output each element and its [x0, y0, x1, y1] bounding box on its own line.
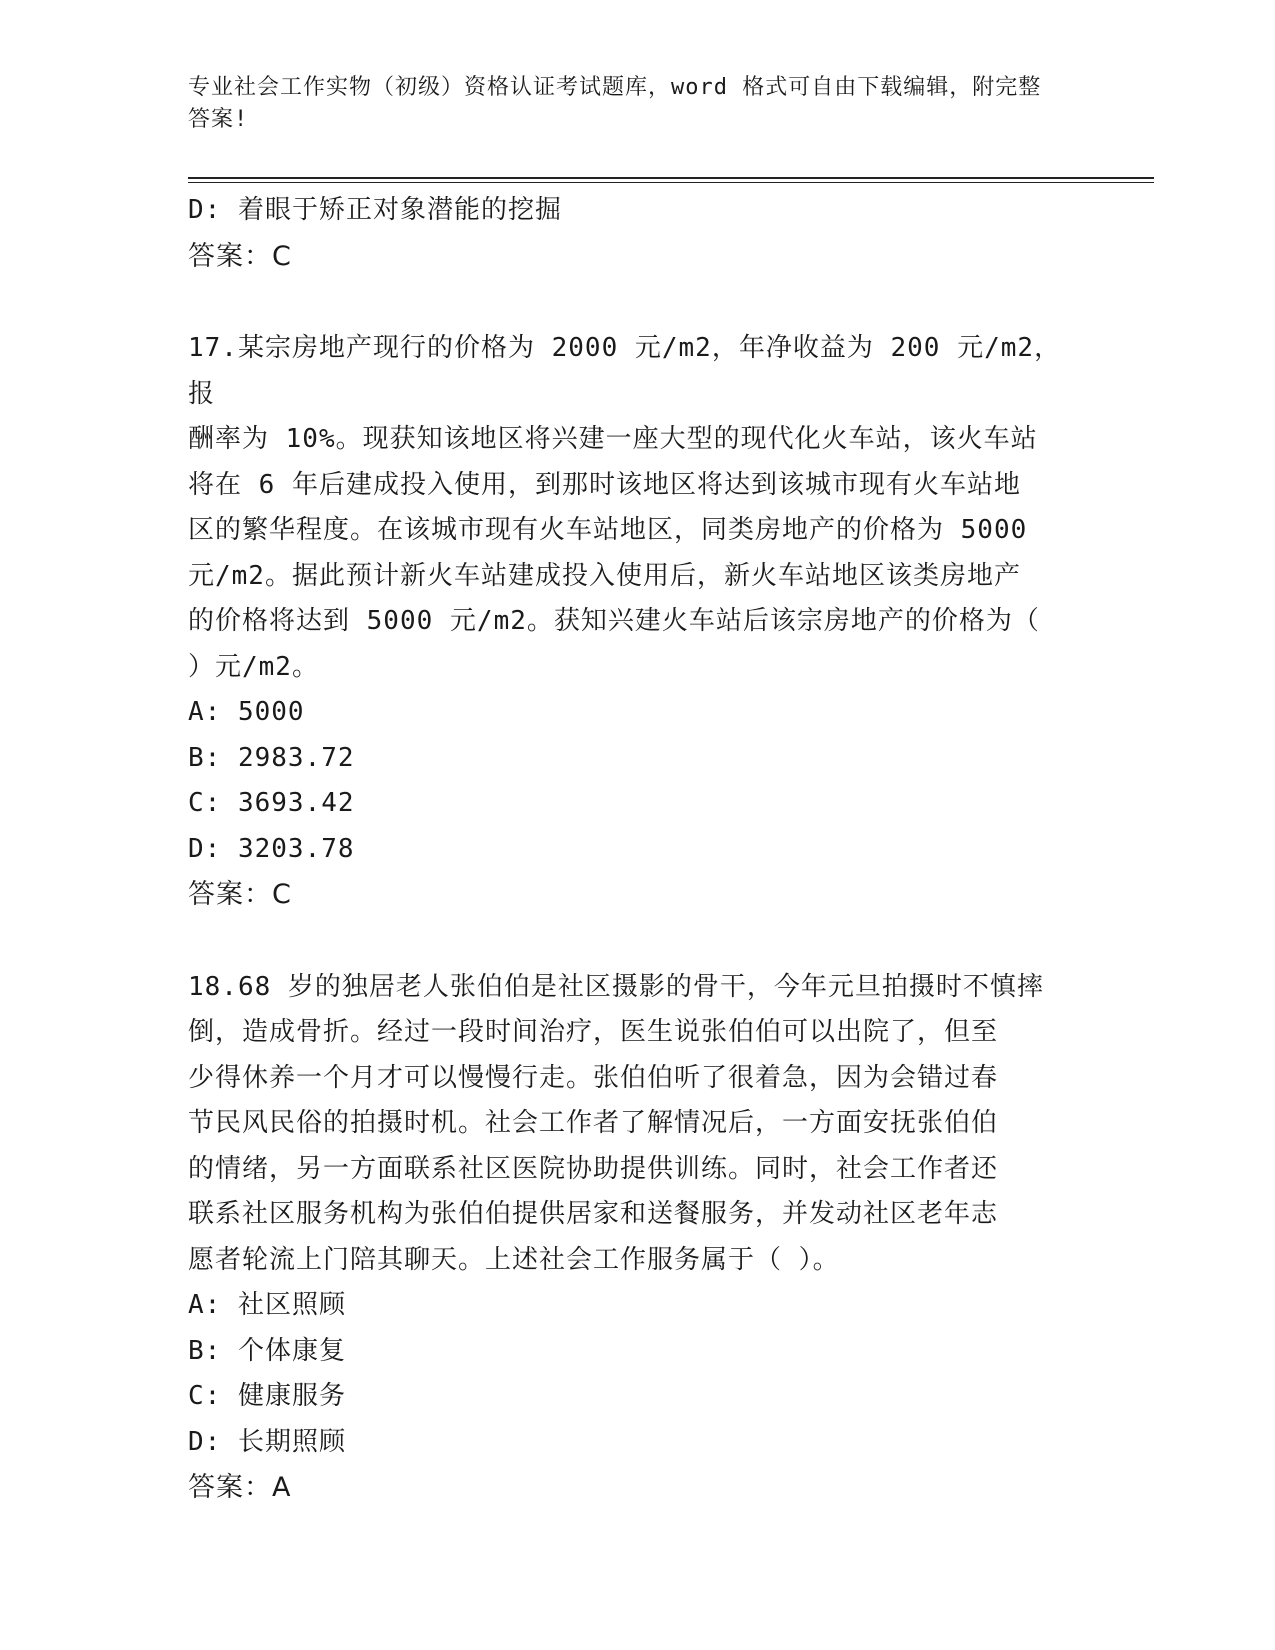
q17-option-d: D: 3203.78 [188, 833, 355, 864]
q17-stem-line: 区的繁华程度。在该城市现有火车站地区，同类房地产的价格为 5000 [188, 515, 1028, 545]
q18-stem-line: 节民风民俗的拍摄时机。社会工作者了解情况后，一方面安抚张伯伯 [188, 1108, 999, 1138]
prev-option-d: D: 着眼于矫正对象潜能的挖掘 [188, 195, 562, 225]
header-divider-thin [188, 182, 1154, 183]
q18-stem-line: 18.68 岁的独居老人张伯伯是社区摄影的骨干，今年元旦拍摄时不慎摔 [188, 971, 1044, 1002]
q18-option-c: C: 健康服务 [188, 1381, 346, 1411]
question-content [188, 188, 1088, 1511]
q18-stem [188, 965, 1088, 1284]
q18-answer: 答案：A [188, 1472, 292, 1503]
q18-stem-line: 愿者轮流上门陪其聊天。上述社会工作服务属于（ ）。 [188, 1244, 840, 1275]
q18-option-d: D: 长期照顾 [188, 1426, 346, 1457]
prev-answer: 答案：C [188, 240, 292, 272]
q17-stem-line: ）元/m2。 [188, 651, 319, 682]
q17-stem-line: 的价格将达到 5000 元/m2。获知兴建火车站后该宗房地产的价格为（ [188, 606, 1040, 636]
q17-stem-line: 将在 6 年后建成投入使用，到那时该地区将达到该城市现有火车站地 [188, 469, 1021, 500]
q18-option-b: B: 个体康复 [188, 1335, 346, 1366]
q17-option-b: B: 2983.72 [188, 742, 355, 773]
spacer [188, 279, 1088, 326]
q18-stem-line: 联系社区服务机构为张伯伯提供居家和送餐服务，并发动社区老年志 [188, 1199, 999, 1229]
q17-stem [188, 326, 1088, 690]
question-18 [188, 965, 1088, 1511]
question-17 [188, 326, 1088, 918]
q17-option-c: C: 3693.42 [188, 788, 355, 818]
q17-option-a: A: 5000 [188, 697, 305, 727]
q18-stem-line: 少得休养一个月才可以慢慢行走。张伯伯听了很着急，因为会错过春 [188, 1062, 999, 1093]
q17-answer: 答案：C [188, 879, 292, 910]
header-divider [188, 177, 1154, 179]
q18-stem-line: 倒，造成骨折。经过一段时间治疗，医生说张伯伯可以出院了，但至 [188, 1017, 999, 1047]
q18-option-a: A: 社区照顾 [188, 1290, 346, 1320]
q18-stem-line: 的情绪，另一方面联系社区医院协助提供训练。同时，社会工作者还 [188, 1153, 999, 1184]
q17-stem-line: 酬率为 10%。现获知该地区将兴建一座大型的现代化火车站，该火车站 [188, 424, 1038, 454]
q17-stem-line: 元/m2。据此预计新火车站建成投入使用后，新火车站地区该类房地产 [188, 560, 1021, 591]
spacer [188, 918, 1088, 965]
page-header: 专业社会工作实物（初级）资格认证考试题库，word 格式可自由下载编辑，附完整答案! [188, 75, 1042, 132]
q17-stem-line: 17.某宗房地产现行的价格为 2000 元/m2，年净收益为 200 元/m2，报 [188, 333, 1062, 409]
